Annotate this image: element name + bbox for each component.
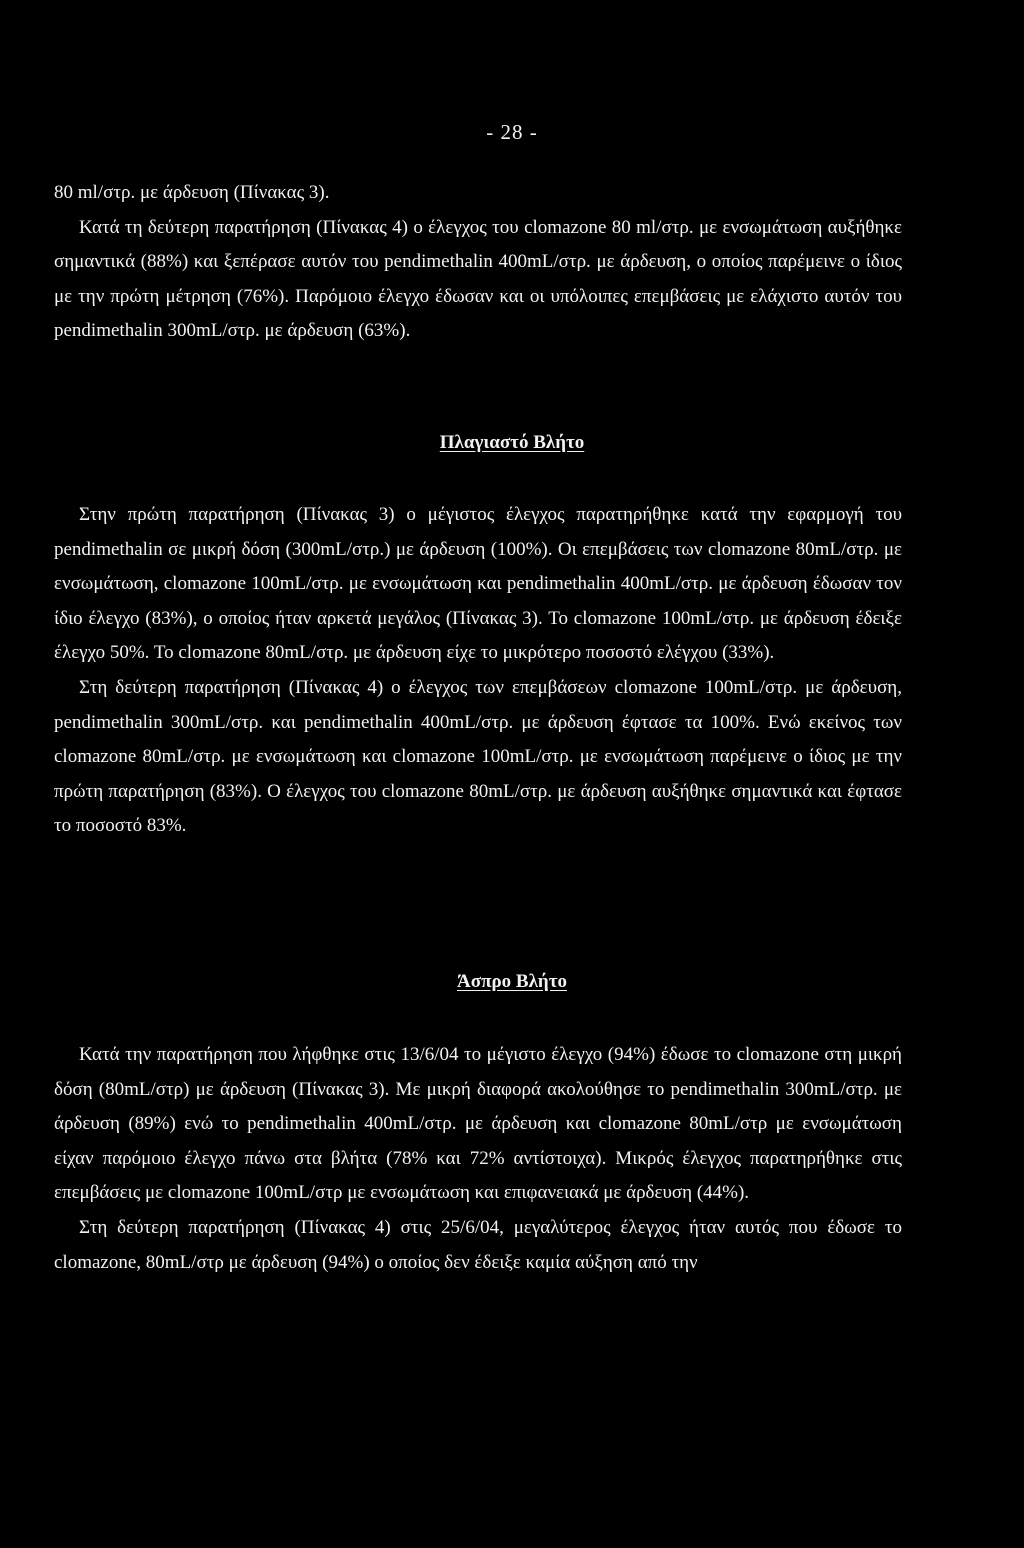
plagiasto-paragraph-1: Στην πρώτη παρατήρηση (Πίνακας 3) ο μέγιστος έλεγχος παρατηρήθηκε κατά την εφαρμογή του pendimethalin σε μικρή δόση (300mL/στρ.) με άρδευση (100%). Οι επεμβάσεις των clomazone 80mL/στρ. με ενσωμάτωση, clomazone 100mL/στρ. με ενσωμάτωση και pendimethalin 400mL/στρ. με άρδευση έδωσαν τον ίδιο έλεγχο (83%), ο οποίος ήταν αρκετά μεγάλος (Πίνακας 3). Το clomazone 100mL/στρ. με άρδευση έδειξε έλεγχο 50%. Το clomazone 80mL/στρ. με άρδευση είχε το μικρότερο ποσοστό ελέγχου (33%). [54, 504, 902, 664]
section-aspro-text [54, 1038, 902, 1280]
intro-text [54, 176, 902, 349]
aspro-paragraph-1: Κατά την παρατήρηση που λήφθηκε στις 13/6/04 το μέγιστο έλεγχο (94%) έδωσε το clomazone στη μικρή δόση (80mL/στρ) με άρδευση (Πίνακας 3). Με μικρή διαφορά ακολούθησε το pendimethalin 300mL/στρ. με άρδευση (89%) ενώ το pendimethalin 400mL/στρ. με άρδευση και clomazone 80mL/στρ με ενσωμάτωση είχαν παρόμοιο έλεγχο πάνω στα βλήτα (78% και 72% αντίστοιχα). Μικρός έλεγχος παρατηρήθηκε στις επεμβάσεις με clomazone 100mL/στρ με ενσωμάτωση και επιφανειακά με άρδευση (44%). [54, 1044, 902, 1204]
plagiasto-paragraph-2: Στη δεύτερη παρατήρηση (Πίνακας 4) ο έλεγχος των επεμβάσεων clomazone 100mL/στρ. με άρδευση, pendimethalin 300mL/στρ. και pendimethalin 400mL/στρ. με άρδευση έφτασε τα 100%. Ενώ εκείνος των clomazone 80mL/στρ. με ενσωμάτωση και clomazone 100mL/στρ. με ενσωμάτωση παρέμεινε ο ίδιος με την πρώτη παρατήρηση (83%). Ο έλεγχος του clomazone 80mL/στρ. με άρδευση αυξήθηκε σημαντικά και έφτασε το ποσοστό 83%. [54, 676, 902, 837]
section-heading-plagiasto: Πλαγιαστό Βλήτο [439, 432, 585, 453]
section-heading-aspro: Άσπρο Βλήτο [457, 971, 567, 992]
aspro-paragraph-2: Στη δεύτερη παρατήρηση (Πίνακας 4) στις 25/6/04, μεγαλύτερος έλεγχος ήταν αυτός που έδωσε το clomazone, 80mL/στρ με άρδευση (94%) ο οποίος δεν έδειξε καμία αύξηση από την [54, 1216, 902, 1273]
intro-paragraph-1: 80 ml/στρ. με άρδευση (Πίνακας 3). [54, 182, 330, 203]
section-plagiasto-text [54, 498, 902, 844]
intro-paragraph-2: Κατά τη δεύτερη παρατήρηση (Πίνακας 4) ο έλεγχος του clomazone 80 ml/στρ. με ενσωμάτωση αυξήθηκε σημαντικά (88%) και ξεπέρασε αυτόν του pendimethalin 400mL/στρ. με άρδευση, ο οποίος παρέμεινε ο ίδιος με την πρώτη μέτρηση (76%). Παρόμοιο έλεγχο έδωσαν και οι υπόλοιπες επεμβάσεις με ελάχιστο αυτόν του pendimethalin 300mL/στρ. με άρδευση (63%). [54, 216, 902, 342]
page-number: - 28 - [486, 120, 538, 144]
